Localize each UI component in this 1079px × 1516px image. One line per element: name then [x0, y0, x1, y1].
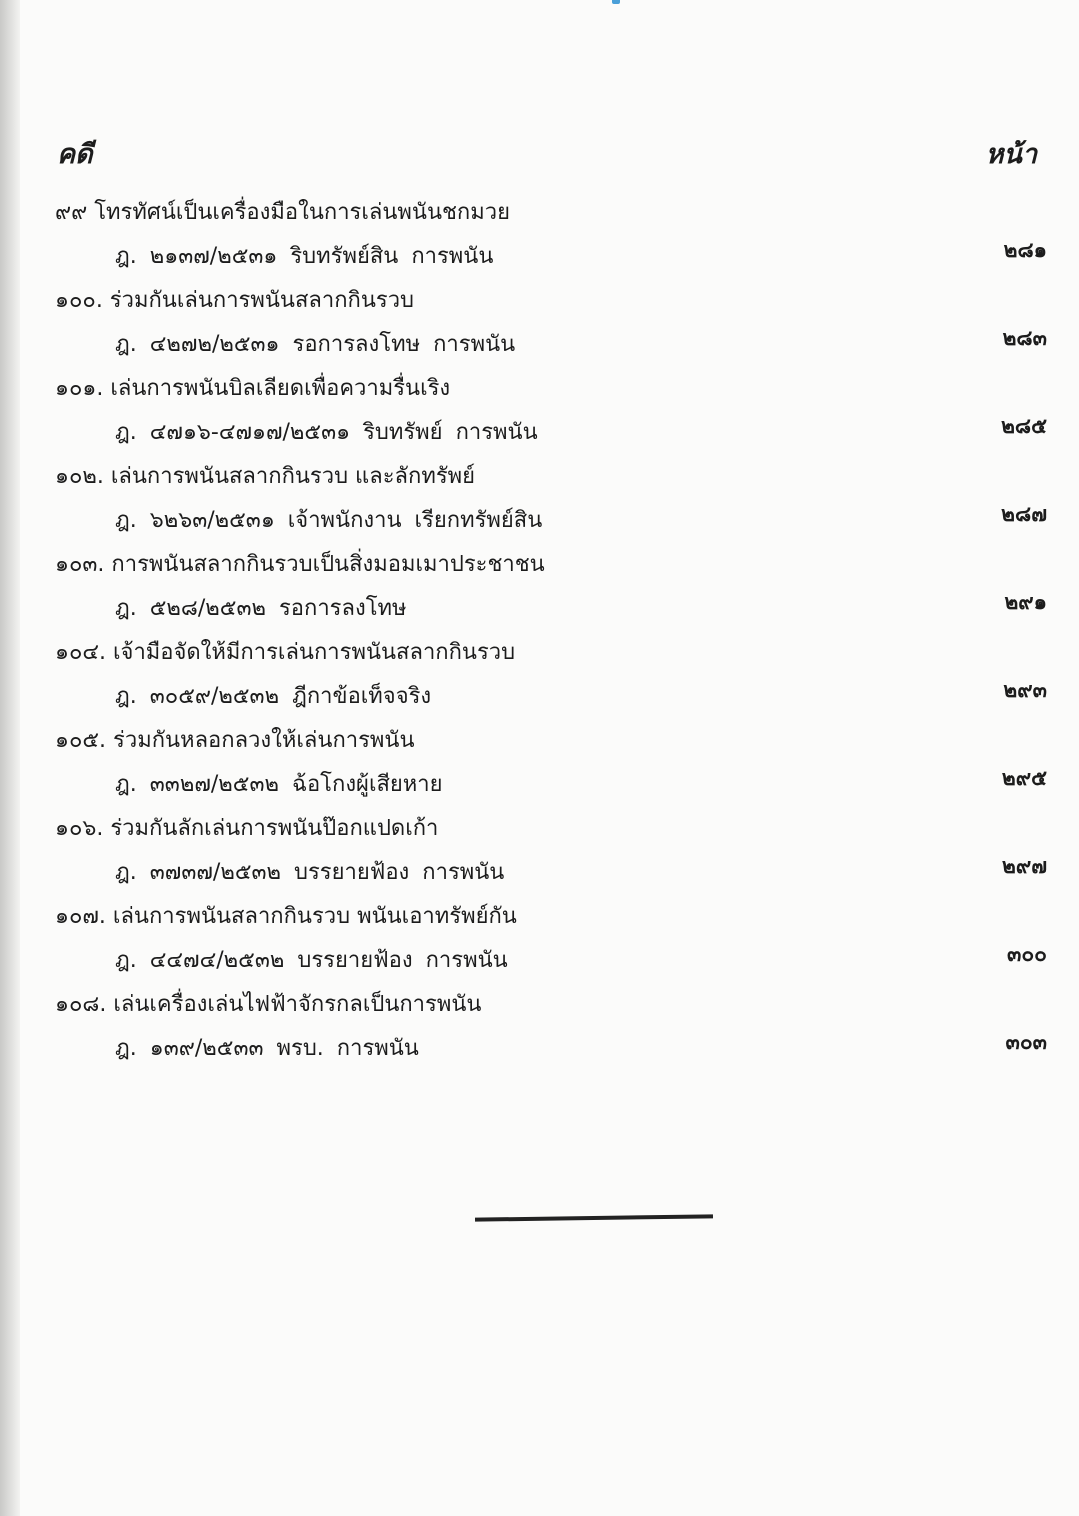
toc-entry-ref-row: [0, 938, 1079, 982]
case-title: ๑๐๘. เล่นเครื่องเล่นไฟฟ้าจักรกลเป็นการพนัน: [55, 992, 482, 1017]
table-of-contents: [0, 190, 1079, 1090]
toc-entry-ref-row: [0, 234, 1079, 278]
toc-entry-title-row: [0, 190, 1079, 234]
toc-entry-title-row: [0, 718, 1079, 762]
page-number: ๒๙๓: [1003, 678, 1047, 702]
case-title: ๑๐๕. ร่วมกันหลอกลวงให้เล่นการพนัน: [55, 728, 415, 753]
toc-entry-title-row: [0, 982, 1079, 1026]
case-reference: ฎ. ๓๗๓๗/๒๕๓๒ บรรยายฟ้อง การพนัน: [115, 860, 505, 885]
toc-entry-title-row: [0, 630, 1079, 674]
toc-entry-title-row: [0, 454, 1079, 498]
toc-entry-title-row: [0, 366, 1079, 410]
toc-entry-title-row: [0, 806, 1079, 850]
case-title: ๑๐๒. เล่นการพนันสลากกินรวบ และลักทรัพย์: [55, 464, 476, 489]
page-number: ๓๐๓: [1005, 1030, 1047, 1054]
case-title: ๑๐๓. การพนันสลากกินรวบเป็นสิ่งมอมเมาประชาชน: [55, 552, 545, 577]
page-number: ๒๘๓: [1002, 326, 1047, 350]
case-title: ๑๐๑. เล่นการพนันบิลเลียดเพื่อความรื่นเริง: [55, 376, 451, 401]
case-title: ๑๐๔. เจ้ามือจัดให้มีการเล่นการพนันสลากกินรวบ: [55, 640, 516, 665]
page-number: ๒๘๕: [1001, 414, 1047, 438]
end-divider-line: [475, 1214, 713, 1221]
toc-entry-ref-row: [0, 410, 1079, 454]
case-reference: ฎ. ๑๓๙/๒๕๓๓ พรบ. การพนัน: [115, 1036, 419, 1061]
toc-entry-ref-row: [0, 1026, 1079, 1070]
case-reference: ฎ. ๔๔๗๔/๒๕๓๒ บรรยายฟ้อง การพนัน: [115, 948, 508, 973]
toc-entry-title-row: [0, 894, 1079, 938]
case-reference: ฎ. ๖๒๖๓/๒๕๓๑ เจ้าพนักงาน เรียกทรัพย์สิน: [115, 508, 543, 533]
case-title: ๑๐๐. ร่วมกันเล่นการพนันสลากกินรวบ: [55, 288, 415, 313]
page-number: ๓๐๐: [1007, 942, 1047, 966]
case-reference: ฎ. ๓๓๒๗/๒๕๓๒ ฉ้อโกงผู้เสียหาย: [115, 772, 443, 797]
toc-entry-ref-row: [0, 850, 1079, 894]
case-reference: ฎ. ๕๒๘/๒๕๓๒ รอการลงโทษ: [115, 596, 407, 621]
page-number: ๒๙๑: [1004, 590, 1047, 614]
case-title: ๙๙ โทรทัศน์เป็นเครื่องมือในการเล่นพนันชกมวย: [55, 200, 510, 225]
page-number: ๒๙๕: [1001, 766, 1047, 790]
case-column-header: คดี: [57, 139, 93, 170]
toc-entry-ref-row: [0, 586, 1079, 630]
page-number: ๒๙๗: [1001, 854, 1047, 878]
toc-entry-ref-row: [0, 762, 1079, 806]
case-title: ๑๐๖. ร่วมกันลักเล่นการพนันป๊อกแปดเก้า: [55, 816, 439, 841]
toc-entry-title-row: [0, 278, 1079, 322]
toc-entry-ref-row: [0, 498, 1079, 542]
page-number: ๒๘๗: [1001, 502, 1047, 526]
scan-mark: [612, 0, 620, 4]
case-reference: ฎ. ๒๑๓๗/๒๕๓๑ ริบทรัพย์สิน การพนัน: [115, 244, 494, 269]
toc-entry-ref-row: [0, 322, 1079, 366]
page-column-header: หน้า: [985, 139, 1037, 170]
page-number: ๒๘๑: [1003, 238, 1047, 262]
case-reference: ฎ. ๔๗๑๖-๔๗๑๗/๒๕๓๑ ริบทรัพย์ การพนัน: [115, 420, 538, 445]
case-title: ๑๐๗. เล่นการพนันสลากกินรวบ พนันเอาทรัพย์กัน: [55, 904, 517, 929]
case-reference: ฎ. ๔๒๗๒/๒๕๓๑ รอการลงโทษ การพนัน: [115, 332, 516, 357]
toc-entry-title-row: [0, 542, 1079, 586]
toc-entry-ref-row: [0, 674, 1079, 718]
case-reference: ฎ. ๓๐๕๙/๒๕๓๒ ฎีกาข้อเท็จจริง: [115, 684, 432, 709]
